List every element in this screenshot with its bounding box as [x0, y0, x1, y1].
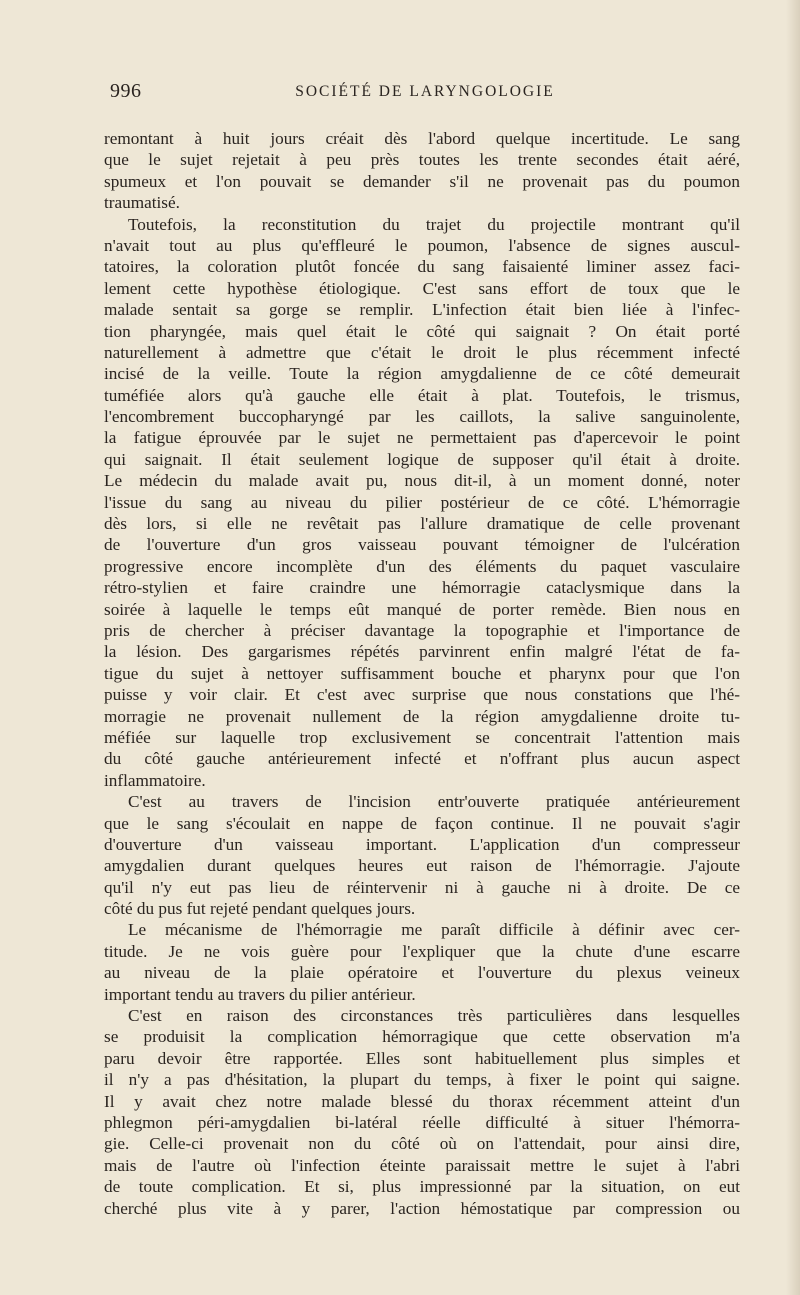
text-line: au niveau de la plaie opératoire et l'ouverture du plexus veineux — [104, 963, 740, 983]
text-line: qu'il n'y eut pas lieu de réintervenir ni à gauche ni à droite. De ce — [104, 877, 740, 897]
text-line: remontant à huit jours créait dès l'abord quelque incertitude. Le sang — [104, 129, 740, 148]
text-line: rétro-stylien et faire craindre une hémorragie cataclysmique dans la — [104, 578, 740, 598]
text-line: progressive encore incomplète d'un des éléments du paquet vasculaire — [104, 556, 740, 576]
text-line: Il y avait chez notre malade blessé du thorax récemment atteint d'un — [104, 1091, 740, 1111]
text-line: que le sang s'écoulait en nappe de façon continue. Il ne pouvait s'agir — [104, 813, 740, 833]
journal-title: SOCIÉTÉ DE LARYNGOLOGIE — [295, 83, 555, 100]
text-line: se produisit la complication hémorragique que cette observation m'a — [104, 1027, 740, 1047]
running-head — [110, 80, 740, 106]
text-line: traumatisé. — [104, 193, 180, 213]
page-number: 996 — [110, 80, 142, 102]
text-line: l'encombrement buccopharyngé par les caillots, la salive sanguinolente, — [104, 407, 740, 427]
text-line: dès lors, si elle ne revêtait pas l'allure dramatique de celle provenant — [104, 514, 740, 534]
text-line: tigue du sujet à nettoyer suffisamment bouche et pharynx pour que l'on — [104, 663, 740, 683]
paragraph-start-line: C'est en raison des circonstances très particulières dans lesquelles — [128, 1006, 740, 1026]
text-line: tatoires, la coloration plutôt foncée du sang faisaienté liminer assez faci- — [104, 257, 740, 277]
text-line: méfiée sur laquelle trop exclusivement se concentrait l'attention mais — [104, 727, 740, 747]
text-line: d'ouverture d'un vaisseau important. L'application d'un compresseur — [104, 834, 740, 854]
text-line: pris de chercher à préciser davantage la topographie et l'importance de — [104, 620, 740, 640]
text-line: titude. Je ne vois guère pour l'expliquer que la chute d'une escarre — [104, 941, 740, 961]
text-line: de l'ouverture d'un gros vaisseau pouvant témoigner de l'ulcération — [104, 535, 740, 555]
text-line: mais de l'autre où l'infection éteinte paraissait mettre le sujet à l'abri — [104, 1155, 740, 1175]
text-line: inflammatoire. — [104, 770, 206, 790]
text-line: morragie ne provenait nullement de la région amygdalienne droite tu- — [104, 706, 740, 726]
text-line: la fatigue éprouvée par le sujet ne permettaient pas d'apercevoir le point — [104, 428, 740, 448]
text-line: soirée à laquelle le temps eût manqué de porter remède. Bien nous en — [104, 599, 740, 619]
text-line: côté du pus fut rejeté pendant quelques jours. — [104, 899, 416, 919]
text-line: phlegmon péri-amygdalien bi-latéral réelle difficulté à situer l'hémorra- — [104, 1112, 740, 1132]
text-line: naturellement à admettre que c'était le droit le plus récemment infecté — [104, 342, 740, 362]
paragraph-start-line: Le mécanisme de l'hémorragie me paraît difficile à définir avec cer- — [128, 920, 740, 940]
text-line: incisé de la veille. Toute la région amygdalienne de ce côté demeurait — [104, 364, 740, 384]
text-line: tion pharyngée, mais quel était le côté qui saignait ? On était porté — [104, 321, 740, 341]
body-text — [104, 128, 740, 1240]
text-line: paru devoir être rapportée. Elles sont habituellement plus simples et — [104, 1048, 740, 1068]
text-line: cherché plus vite à y parer, l'action hémostatique par compression ou — [104, 1198, 740, 1218]
text-line: n'avait tout au plus qu'effleuré le poumon, l'absence de signes auscul- — [104, 235, 740, 255]
text-line: malade sentait sa gorge se remplir. L'infection était bien liée à l'infec- — [104, 300, 740, 320]
text-line: puisse y voir clair. Et c'est avec surprise que nous constations que l'hé- — [104, 685, 740, 705]
paragraph-start-line: Toutefois, la reconstitution du trajet du projectile montrant qu'il — [128, 214, 740, 234]
text-line: lement cette hypothèse étiologique. C'est sans effort de toux que le — [104, 278, 740, 298]
text-line: l'issue du sang au niveau du pilier postérieur de ce côté. L'hémorragie — [104, 492, 740, 512]
text-line: tuméfiée alors qu'à gauche elle était à plat. Toutefois, le trismus, — [104, 385, 740, 405]
text-line: important tendu au travers du pilier antérieur. — [104, 984, 416, 1004]
text-line: amygdalien durant quelques heures eut raison de l'hémorragie. J'ajoute — [104, 856, 740, 876]
text-line: de toute complication. Et si, plus impressionné par la situation, on eut — [104, 1177, 740, 1197]
text-line: gie. Celle-ci provenait non du côté où on l'attendait, pour ainsi dire, — [104, 1134, 740, 1154]
text-line: que le sujet rejetait à peu près toutes les trente secondes était aéré, — [104, 150, 740, 170]
page-edge-shadow — [786, 0, 800, 1295]
text-line: Le médecin du malade avait pu, nous dit-il, à un moment donné, noter — [104, 471, 740, 491]
text-line: il n'y a pas d'hésitation, la plupart du temps, à fixer le point qui saigne. — [104, 1070, 740, 1090]
text-line: la lésion. Des gargarismes répétés parvinrent enfin malgré l'état de fa- — [104, 642, 740, 662]
text-line — [104, 1219, 740, 1240]
paragraph-start-line: C'est au travers de l'incision entr'ouverte pratiquée antérieurement — [128, 792, 740, 812]
text-line: du côté gauche antérieurement infecté et n'offrant plus aucun aspect — [104, 749, 740, 769]
text-line: spumeux et l'on pouvait se demander s'il ne provenait pas du poumon — [104, 171, 740, 191]
text-line: qui saignait. Il était seulement logique de supposer qu'il était à droite. — [104, 449, 740, 469]
